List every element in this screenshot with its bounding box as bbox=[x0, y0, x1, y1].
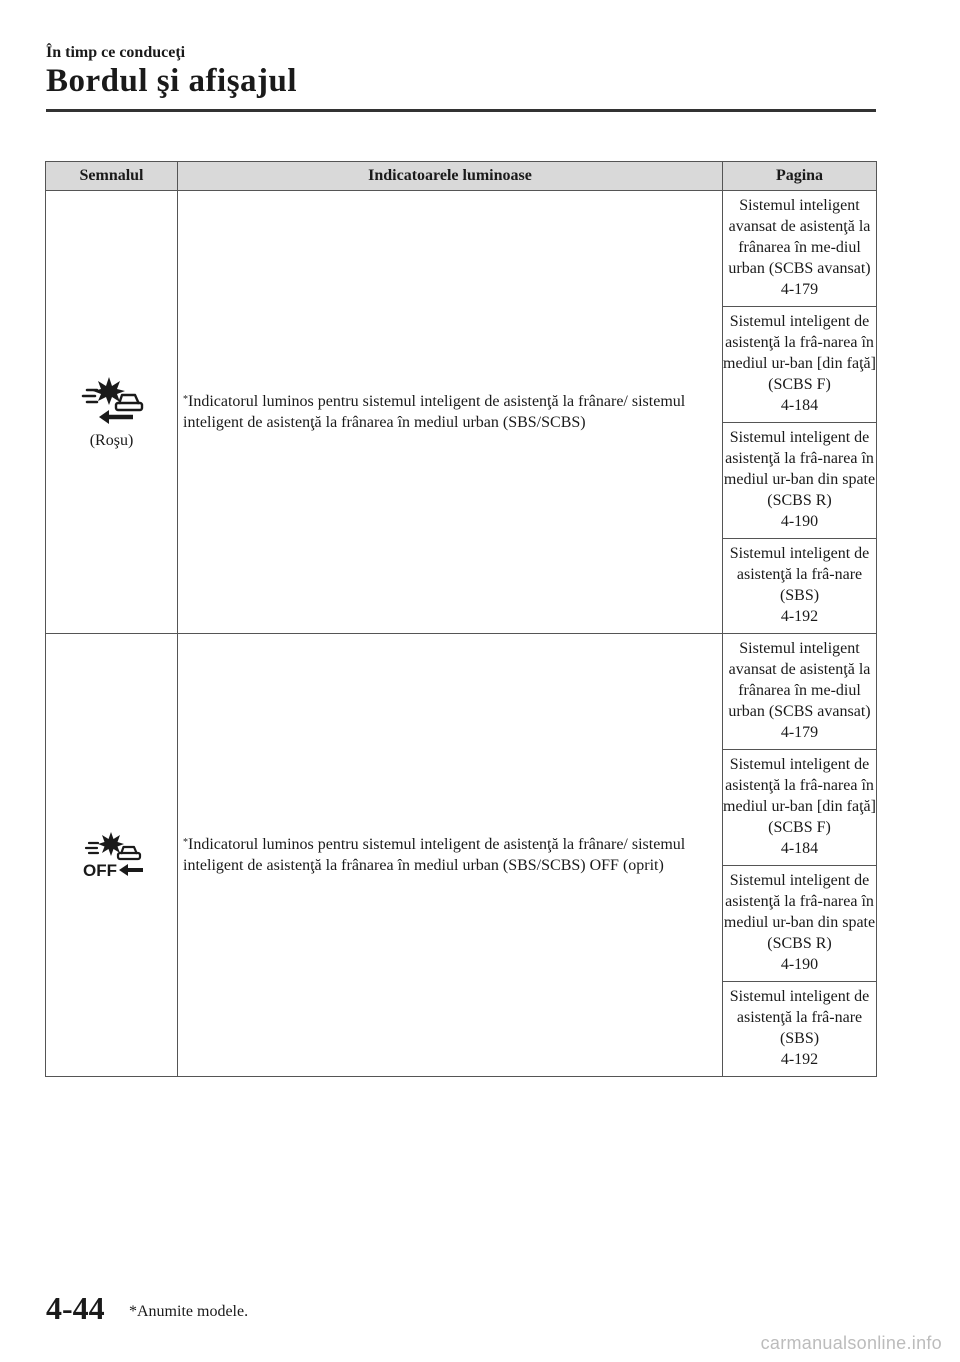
page-ref-text: Sistemul inteligent de asistenţă la frâ-narea în mediul ur-ban din spate (SCBS R) bbox=[723, 429, 876, 509]
brake-assist-off-icon bbox=[79, 830, 145, 880]
page-ref-number: 4-184 bbox=[780, 397, 819, 414]
asterisk: * bbox=[183, 394, 188, 405]
indicator-description bbox=[178, 634, 723, 1077]
page-ref-cell bbox=[723, 423, 877, 539]
footnote: *Anumite modele. bbox=[129, 1303, 249, 1320]
page-ref-cell bbox=[723, 307, 877, 423]
page-ref-text: Sistemul inteligent de asistenţă la frâ-nare (SBS) bbox=[729, 988, 870, 1047]
page-ref-text: Sistemul inteligent de asistenţă la frâ-narea în mediul ur-ban din spate (SCBS R) bbox=[723, 872, 876, 952]
section-label: În timp ce conduceţi bbox=[46, 44, 186, 61]
page-ref-text: Sistemul inteligent de asistenţă la frâ-narea în mediul ur-ban [din faţă] (SCBS F) bbox=[723, 313, 876, 393]
asterisk: * bbox=[183, 837, 188, 848]
page-ref-cell bbox=[723, 866, 877, 982]
column-header-signal: Semnalul bbox=[46, 162, 178, 191]
table-row bbox=[46, 634, 877, 750]
description-text: Indicatorul luminos pentru sistemul inteligent de asistenţă la frânare/ sistemul inteligent de asistenţă la frânarea în mediul urban (SBS/SCBS) bbox=[183, 393, 686, 431]
page-ref-number: 4-192 bbox=[780, 1051, 819, 1068]
title-rule bbox=[46, 109, 876, 112]
signals-table bbox=[45, 161, 877, 1077]
page-ref-cell bbox=[723, 634, 877, 750]
description-text: Indicatorul luminos pentru sistemul inteligent de asistenţă la frânare/ sistemul inteligent de asistenţă la frânarea în mediul urban (SBS/SCBS) OFF (oprit) bbox=[183, 836, 686, 874]
signal-cell bbox=[46, 191, 178, 634]
page-ref-text: Sistemul inteligent de asistenţă la frâ-narea în mediul ur-ban [din faţă] (SCBS F) bbox=[723, 756, 876, 836]
watermark: carmanualsonline.info bbox=[760, 1333, 942, 1353]
page-ref-number: 4-179 bbox=[780, 724, 819, 741]
page-ref-number: 4-192 bbox=[780, 608, 819, 625]
page-title: Bordul şi afişajul bbox=[46, 63, 298, 99]
page-ref-number: 4-184 bbox=[780, 840, 819, 857]
page-ref-cell bbox=[723, 982, 877, 1077]
page-ref-number: 4-179 bbox=[780, 281, 819, 298]
indicator-description bbox=[178, 191, 723, 634]
icon-off-label: OFF bbox=[82, 861, 117, 880]
page-number: 4-44 bbox=[46, 1290, 105, 1326]
table-header-row bbox=[46, 162, 877, 191]
column-header-page: Pagina bbox=[723, 162, 877, 191]
page-ref-number: 4-190 bbox=[780, 956, 819, 973]
page-ref-cell bbox=[723, 750, 877, 866]
page-ref-cell bbox=[723, 539, 877, 634]
signal-color-label: (Roşu) bbox=[89, 432, 134, 449]
table-row bbox=[46, 191, 877, 307]
column-header-indicators: Indicatoarele luminoase bbox=[178, 162, 723, 191]
page-ref-number: 4-190 bbox=[780, 513, 819, 530]
page-ref-text: Sistemul inteligent de asistenţă la frâ-nare (SBS) bbox=[729, 545, 870, 604]
signal-cell bbox=[46, 634, 178, 1077]
brake-assist-warning-icon bbox=[79, 374, 145, 424]
page-ref-text: Sistemul inteligent avansat de asistenţă la frânarea în me-diul urban (SCBS avansat) bbox=[728, 197, 871, 277]
page-ref-cell bbox=[723, 191, 877, 307]
page-ref-text: Sistemul inteligent avansat de asistenţă la frânarea în me-diul urban (SCBS avansat) bbox=[728, 640, 871, 720]
